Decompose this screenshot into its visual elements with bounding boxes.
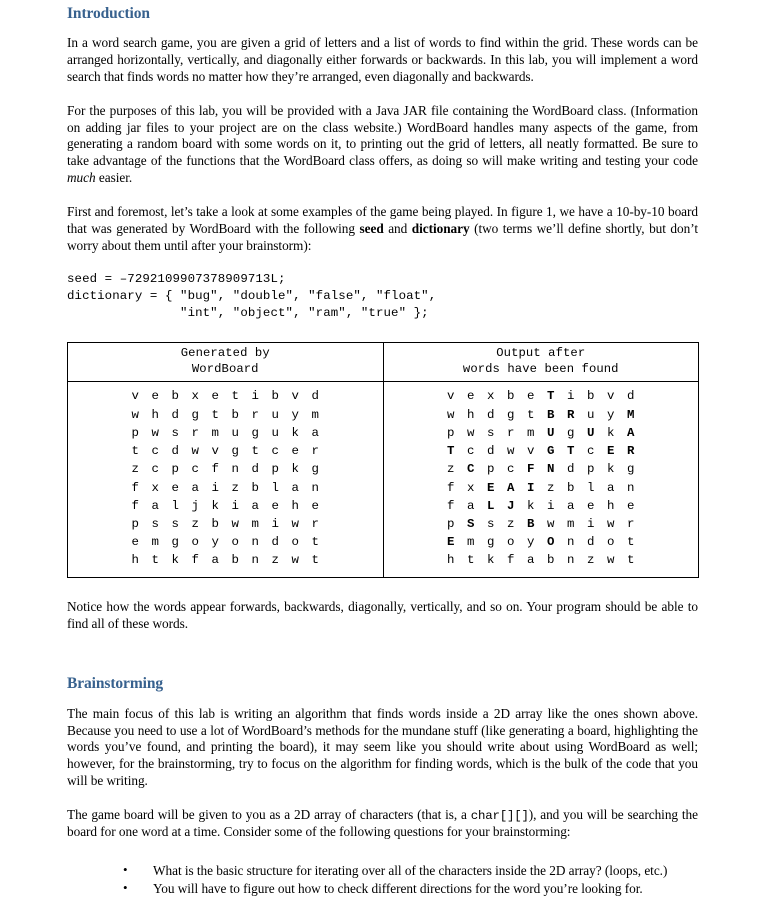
board-cell: t	[211, 407, 219, 422]
board-cell: M	[627, 407, 635, 422]
spacer	[67, 254, 698, 271]
board-cell: z	[507, 517, 515, 531]
board-cell: a	[607, 480, 615, 495]
board-cell: s	[151, 517, 159, 531]
paragraph-intro-3	[67, 204, 698, 254]
board-cell: g	[507, 407, 515, 422]
board-cell: p	[131, 517, 139, 531]
board-cell: z	[447, 462, 455, 477]
board-cell: E	[447, 535, 455, 550]
board-cell: v	[447, 389, 455, 404]
board-cell: a	[151, 498, 159, 513]
inline-code-char-array: char[][]	[470, 808, 529, 823]
board-cell: y	[291, 407, 299, 422]
board-cell: t	[311, 535, 319, 550]
paragraph-intro-3-text-3: (two terms we’ll define shortly, but don’t worry about them until after your brainstorm):	[67, 220, 698, 253]
board-cell: i	[211, 480, 219, 495]
board-cell: v	[607, 389, 615, 404]
generated-board-grid	[125, 387, 325, 569]
board-cell: p	[447, 425, 455, 440]
paragraph-brainstorm-1: The main focus of this lab is writing an algorithm that finds words inside a 2D array like the ones shown above. Because you need to use a lot of WordBoard’s methods for the mundane stuff (like generating a board, highlighting the words you’ve found, and printing the board), it may seem like you should write about using WordBoard as well; however, for the brainstorming, try to focus on the algorithm for finding words, which is the bulk of the code that you will be writing.	[67, 705, 698, 788]
board-cell: s	[171, 425, 179, 440]
board-cell: b	[231, 407, 239, 422]
board-cell: c	[467, 444, 475, 459]
board-cell: n	[231, 462, 239, 477]
board-cell: h	[131, 553, 139, 568]
board-cell: x	[467, 480, 475, 495]
board-cell: f	[131, 498, 139, 513]
board-row	[441, 406, 641, 424]
board-cell: p	[271, 462, 279, 477]
bullet-icon: •	[123, 880, 128, 896]
board-row	[441, 460, 641, 478]
board-row	[441, 442, 641, 460]
board-cell: m	[211, 425, 219, 440]
board-cell: h	[607, 498, 615, 513]
board-row	[125, 442, 325, 460]
board-cell: d	[567, 462, 575, 477]
board-cell: b	[567, 480, 575, 495]
board-cell: b	[507, 389, 515, 404]
list-item-label: You will have to figure out how to check different directions for the word you’re looking for.	[153, 881, 643, 897]
board-cell: f	[447, 480, 455, 495]
board-cell: z	[231, 480, 239, 495]
board-row	[125, 424, 325, 442]
board-cell: l	[171, 498, 179, 513]
board-cell: m	[527, 425, 535, 440]
board-cell: c	[151, 462, 159, 477]
board-cell: T	[447, 444, 455, 459]
board-cell: k	[607, 425, 615, 440]
board-row	[125, 533, 325, 551]
board-cell: g	[171, 535, 179, 550]
board-cell: z	[271, 553, 279, 568]
board-cell: g	[567, 425, 575, 440]
spacer	[67, 841, 698, 862]
board-cell: z	[131, 462, 139, 477]
paragraph-intro-3-text-2: and	[383, 220, 412, 236]
board-cell: e	[311, 498, 319, 513]
table-header-generated-line-1: Generated by	[180, 346, 270, 361]
board-cell: k	[211, 498, 219, 513]
board-cell: i	[231, 498, 239, 513]
board-row	[441, 387, 641, 405]
board-cell: F	[527, 462, 535, 477]
paragraph-intro-3-text-1: First and foremost, let’s take a look at some examples of the game being played. In figure 1, we have a 10-by-10 board that was generated by WordBoard with the following	[67, 203, 698, 236]
board-cell: d	[487, 444, 495, 459]
spacer	[67, 578, 698, 599]
board-cell: d	[627, 389, 635, 404]
board-cell: g	[311, 462, 319, 477]
board-cell: b	[587, 389, 595, 404]
board-cell: E	[607, 444, 615, 459]
table-body-row	[68, 382, 699, 577]
board-cell: S	[467, 517, 475, 531]
board-cell: r	[251, 407, 259, 422]
board-cell: s	[487, 517, 495, 531]
board-cell: c	[507, 462, 515, 477]
paragraph-brainstorm-2-text-2: ), and you will be searching the board for one word at a time. Consider some of the following questions for your brainstorming:	[67, 806, 698, 840]
board-cell: x	[487, 389, 495, 404]
board-cell: e	[291, 444, 299, 459]
board-cell: d	[271, 535, 279, 550]
board-cell: w	[607, 517, 615, 531]
paragraph-brainstorm-2	[67, 807, 698, 842]
board-cell: g	[627, 462, 635, 477]
list-item-label: What is the basic structure for iterating over all of the characters inside the 2D array? (loops, etc.)	[153, 863, 668, 879]
board-cell: b	[547, 553, 555, 568]
board-cell: f	[191, 553, 199, 568]
board-cell: t	[311, 553, 319, 568]
term-dictionary: dictionary	[411, 220, 470, 236]
spacer	[67, 632, 698, 670]
board-cell: U	[547, 425, 555, 440]
board-cell: I	[527, 480, 535, 495]
board-cell: w	[607, 553, 615, 568]
board-cell: k	[291, 462, 299, 477]
board-cell: z	[587, 553, 595, 568]
table-header-found-line-1: Output after	[496, 346, 586, 361]
board-cell: G	[547, 444, 555, 459]
board-cell: g	[231, 444, 239, 459]
board-cell: y	[607, 407, 615, 422]
board-cell: z	[547, 480, 555, 495]
board-cell: m	[467, 535, 475, 550]
code-line-seed: seed = –7292109907378909713L;	[67, 272, 286, 287]
list-item	[123, 862, 698, 880]
board-cell: R	[567, 407, 575, 422]
board-cell: c	[191, 462, 199, 477]
board-cell: u	[231, 425, 239, 440]
board-cell: r	[627, 517, 635, 531]
board-cell: p	[447, 517, 455, 531]
paragraph-intro-2-tail: easier.	[95, 170, 133, 186]
table-header-found	[383, 343, 699, 382]
board-cell: e	[587, 498, 595, 513]
paragraph-intro-1: In a word search game, you are given a grid of letters and a list of words to find within the grid. These words can be arranged horizontally, vertically, and diagonally either forwards or backwards. In this lab, you will implement a word search that finds words no matter how they’re arranged, even diagonally and backwards.	[67, 35, 698, 84]
board-cell: p	[171, 462, 179, 477]
board-cell: d	[311, 389, 319, 404]
board-row	[441, 515, 641, 533]
board-row	[441, 497, 641, 515]
board-cell: i	[587, 517, 595, 531]
board-cell: z	[191, 517, 199, 531]
page-title-brainstorming: Brainstorming	[67, 675, 164, 693]
brainstorming-question-list	[67, 862, 698, 898]
board-cell: a	[251, 498, 259, 513]
board-cell: f	[131, 480, 139, 495]
board-cell: j	[191, 498, 199, 513]
board-cell: w	[151, 425, 159, 440]
bullet-icon: •	[123, 862, 128, 878]
board-cell: B	[527, 517, 535, 531]
spacer	[67, 23, 698, 35]
board-cell: k	[607, 462, 615, 477]
board-cell: t	[467, 553, 475, 568]
board-cell: l	[587, 480, 595, 495]
board-cell: y	[527, 535, 535, 550]
board-cell: m	[151, 535, 159, 550]
board-cell: c	[151, 444, 159, 459]
board-cell: r	[191, 425, 199, 440]
board-cell: d	[171, 444, 179, 459]
board-row	[441, 551, 641, 569]
found-board-grid	[441, 387, 641, 569]
board-cell: w	[231, 517, 239, 531]
board-cell: a	[211, 553, 219, 568]
board-row	[125, 387, 325, 405]
paragraph-brainstorm-2-text-1: The game board will be given to you as a 2D array of characters (that is, a	[67, 806, 471, 822]
board-cell: A	[627, 425, 635, 440]
list-item	[123, 880, 698, 898]
board-cell: d	[251, 462, 259, 477]
generated-board-cell	[68, 382, 384, 577]
table-header-found-line-2: words have been found	[462, 361, 619, 376]
board-cell: n	[567, 535, 575, 550]
paragraph-intro-2	[67, 103, 698, 187]
board-cell: e	[211, 389, 219, 404]
board-cell: a	[467, 498, 475, 513]
board-cell: w	[291, 517, 299, 531]
board-cell: k	[171, 553, 179, 568]
board-cell: b	[271, 389, 279, 404]
board-cell: u	[271, 407, 279, 422]
board-cell: d	[587, 535, 595, 550]
board-cell: g	[191, 407, 199, 422]
board-cell: v	[131, 389, 139, 404]
board-cell: A	[507, 480, 515, 495]
board-row	[125, 497, 325, 515]
spacer	[67, 790, 698, 807]
board-row	[125, 515, 325, 533]
board-cell: r	[311, 444, 319, 459]
board-cell: u	[587, 407, 595, 422]
board-cell: a	[311, 425, 319, 440]
code-line-dictionary-2: "int", "object", "ram", "true" };	[67, 305, 429, 320]
board-cell: d	[171, 407, 179, 422]
found-board-cell	[383, 382, 699, 577]
board-cell: N	[547, 462, 555, 477]
board-cell: d	[487, 407, 495, 422]
board-cell: e	[151, 389, 159, 404]
board-cell: m	[251, 517, 259, 531]
table-header-generated-line-2: WordBoard	[191, 361, 259, 376]
board-cell: r	[507, 425, 515, 440]
board-row	[441, 479, 641, 497]
board-cell: p	[487, 462, 495, 477]
board-cell: o	[231, 535, 239, 550]
board-cell: b	[231, 553, 239, 568]
board-cell: m	[567, 517, 575, 531]
board-cell: i	[567, 389, 575, 404]
board-cell: e	[527, 389, 535, 404]
board-row	[441, 533, 641, 551]
board-cell: k	[291, 425, 299, 440]
board-cell: C	[467, 462, 475, 477]
board-cell: x	[151, 480, 159, 495]
board-cell: h	[467, 407, 475, 422]
board-cell: a	[527, 553, 535, 568]
board-cell: n	[251, 535, 259, 550]
board-cell: h	[447, 553, 455, 568]
board-cell: i	[271, 517, 279, 531]
board-cell: s	[487, 425, 495, 440]
board-cell: a	[291, 480, 299, 495]
board-cell: o	[291, 535, 299, 550]
spacer	[67, 86, 698, 103]
board-cell: c	[587, 444, 595, 459]
board-cell: o	[191, 535, 199, 550]
paragraph-intro-2-text: For the purposes of this lab, you will be provided with a Java JAR file containing the WordBoard class. (Information on adding jar files to your project are on the class website.) WordBoard handles many aspects of the game, from generating a random board with some words on it, to printing out the grid of letters, all neatly formatted. Be sure to take advantage of the functions that the WordBoard class offers, as doing so will make writing and testing your code	[67, 102, 698, 169]
board-cell: v	[527, 444, 535, 459]
term-seed: seed	[359, 220, 384, 236]
board-row	[125, 406, 325, 424]
board-cell: a	[567, 498, 575, 513]
spacer	[67, 187, 698, 204]
board-cell: k	[487, 553, 495, 568]
board-cell: n	[251, 553, 259, 568]
board-cell: T	[567, 444, 575, 459]
table-header-generated	[68, 343, 384, 382]
board-cell: L	[487, 498, 495, 513]
board-cell: w	[291, 553, 299, 568]
board-cell: E	[487, 480, 495, 495]
board-row	[125, 460, 325, 478]
board-cell: e	[467, 389, 475, 404]
board-cell: w	[447, 407, 455, 422]
board-cell: y	[211, 535, 219, 550]
board-cell: t	[627, 553, 635, 568]
board-row	[125, 551, 325, 569]
board-cell: R	[627, 444, 635, 459]
figure-1-boards-table	[67, 342, 699, 578]
board-cell: w	[507, 444, 515, 459]
board-cell: b	[211, 517, 219, 531]
board-cell: w	[131, 407, 139, 422]
board-cell: b	[171, 389, 179, 404]
board-cell: p	[131, 425, 139, 440]
board-cell: l	[271, 480, 279, 495]
board-cell: g	[251, 425, 259, 440]
board-cell: i	[251, 389, 259, 404]
board-row	[441, 424, 641, 442]
board-cell: w	[191, 444, 199, 459]
board-cell: i	[547, 498, 555, 513]
board-cell: U	[587, 425, 595, 440]
code-block-seed-dictionary	[67, 271, 698, 321]
board-cell: B	[547, 407, 555, 422]
board-cell: v	[291, 389, 299, 404]
board-cell: f	[507, 553, 515, 568]
board-cell: T	[547, 389, 555, 404]
board-cell: e	[627, 498, 635, 513]
board-cell: o	[507, 535, 515, 550]
board-cell: b	[251, 480, 259, 495]
board-cell: e	[271, 498, 279, 513]
spacer	[67, 321, 698, 342]
page-title-introduction: Introduction	[67, 5, 150, 22]
board-cell: w	[467, 425, 475, 440]
board-cell: f	[447, 498, 455, 513]
board-cell: a	[191, 480, 199, 495]
board-cell: t	[231, 389, 239, 404]
board-cell: x	[191, 389, 199, 404]
board-cell: g	[487, 535, 495, 550]
board-cell: m	[311, 407, 319, 422]
board-cell: t	[151, 553, 159, 568]
board-cell: t	[527, 407, 535, 422]
board-cell: h	[151, 407, 159, 422]
board-cell: n	[627, 480, 635, 495]
board-cell: c	[271, 444, 279, 459]
board-cell: n	[567, 553, 575, 568]
board-cell: O	[547, 535, 555, 550]
board-cell: n	[311, 480, 319, 495]
board-cell: J	[507, 498, 515, 513]
table-header-row	[68, 343, 699, 382]
board-cell: e	[131, 535, 139, 550]
board-cell: p	[587, 462, 595, 477]
code-line-dictionary-1: dictionary = { "bug", "double", "false", "float",	[67, 288, 437, 303]
spacer	[67, 694, 698, 706]
board-row	[125, 479, 325, 497]
board-cell: t	[251, 444, 259, 459]
board-cell: f	[211, 462, 219, 477]
board-cell: o	[607, 535, 615, 550]
board-cell: v	[211, 444, 219, 459]
board-cell: w	[547, 517, 555, 531]
board-cell: s	[171, 517, 179, 531]
board-cell: e	[171, 480, 179, 495]
board-cell: t	[131, 444, 139, 459]
board-cell: k	[527, 498, 535, 513]
board-cell: h	[291, 498, 299, 513]
emphasis-much: much	[67, 170, 96, 186]
board-cell: t	[627, 535, 635, 550]
paragraph-intro-closing: Notice how the words appear forwards, backwards, diagonally, vertically, and so on. Your program should be able to find all of these words.	[67, 598, 698, 631]
board-cell: r	[311, 517, 319, 531]
board-cell: u	[271, 425, 279, 440]
